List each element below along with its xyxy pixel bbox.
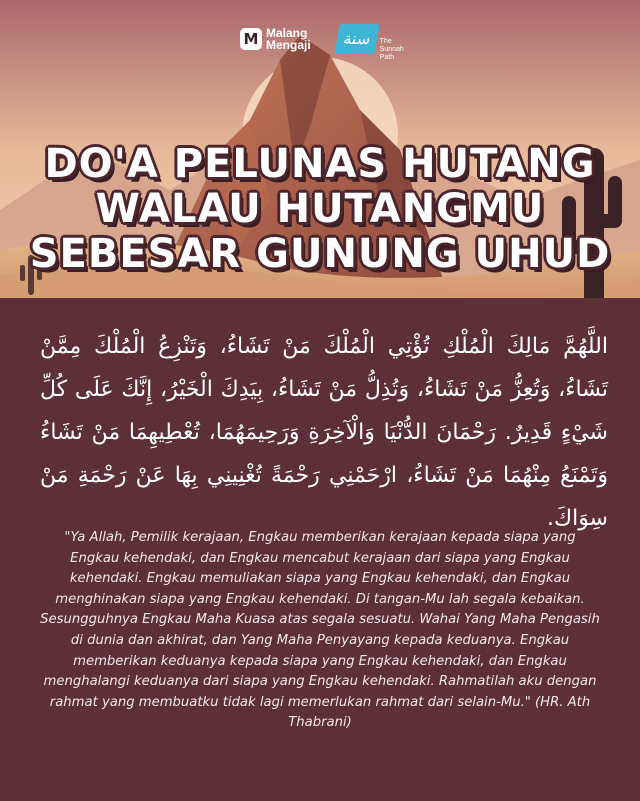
- dua-translation: "Ya Allah, Pemilik kerajaan, Engkau memberikan kerajaan kepada siapa yang Engkau kehendaki, dan Engkau mencabut kerajaan dari siapa yang Engkau kehendaki. Engkau memuliakan siapa yang Engkau kehendaki, dan Engkau menghinakan siapa yang Engkau kehendaki. Di tangan-Mu lah segala kebaikan. Sesungguhnya Engkau Maha Kuasa atas segala sesuatu. Wahai Yang Maha Pengasih di dunia dan akhirat, dan Yang Maha Penyayang kepada keduanya. Engkau memberikan keduanya kepada siapa yang Engkau kehendaki, dan Engkau menghalangi keduanya dari siapa yang Engkau kehendaki. Rahmatilah aku dengan rahmat yang membuatku tidak lagi memerlukan rahmat dari selain-Mu." (HR. Ath Thabrani): [40, 530, 600, 731]
- title-line2: WALAU HUTANGMU: [95, 186, 545, 232]
- logo-bar: [240, 16, 404, 62]
- partner-line1: The: [379, 38, 392, 45]
- brand-name: [266, 27, 311, 51]
- title-line3: SEBESAR GUNUNG UHUD: [29, 231, 611, 277]
- malang-mengaji-logo: [240, 27, 311, 51]
- page-title: [0, 142, 640, 277]
- partner-line2: Sunnah: [379, 46, 404, 53]
- sunnah-path-logo: [337, 16, 404, 62]
- brand-name-line1: Malang: [266, 26, 308, 40]
- arabic-dua-text: اللَّهُمَّ مَالِكَ الْمُلْكِ تُؤْتِي الْمُلْكَ مَنْ تَشَاءُ، وَتَنْزِعُ الْمُلْكَ مِمَّنْ تَشَاءُ، وَتُعِزُّ مَنْ تَشَاءُ، وَتُذِلُّ مَنْ تَشَاءُ، بِيَدِكَ الْخَيْرُ، إِنَّكَ عَلَى كُلِّ شَيْءٍ قَدِيرٌ. رَحْمَانَ الدُّنْيَا وَالْآخِرَةِ وَرَحِيمَهُمَا، تُعْطِيهِمَا مَنْ تَشَاءُ وَتَمْنَعُ مِنْهُمَا مَنْ تَشَاءُ، ارْحَمْنِي رَحْمَةً تُغْنِينِي بِهَا عَنْ رَحْمَةِ مَنْ سِوَاكَ.: [40, 334, 608, 531]
- title-line1: DO'A PELUNAS HUTANG: [44, 141, 596, 187]
- partner-name: [380, 38, 404, 62]
- sunnah-mark-icon: سنة: [334, 24, 379, 54]
- brand-mark-icon: M: [240, 28, 262, 50]
- brand-name-line2: Mengaji: [266, 38, 311, 52]
- partner-line3: Path: [379, 54, 395, 61]
